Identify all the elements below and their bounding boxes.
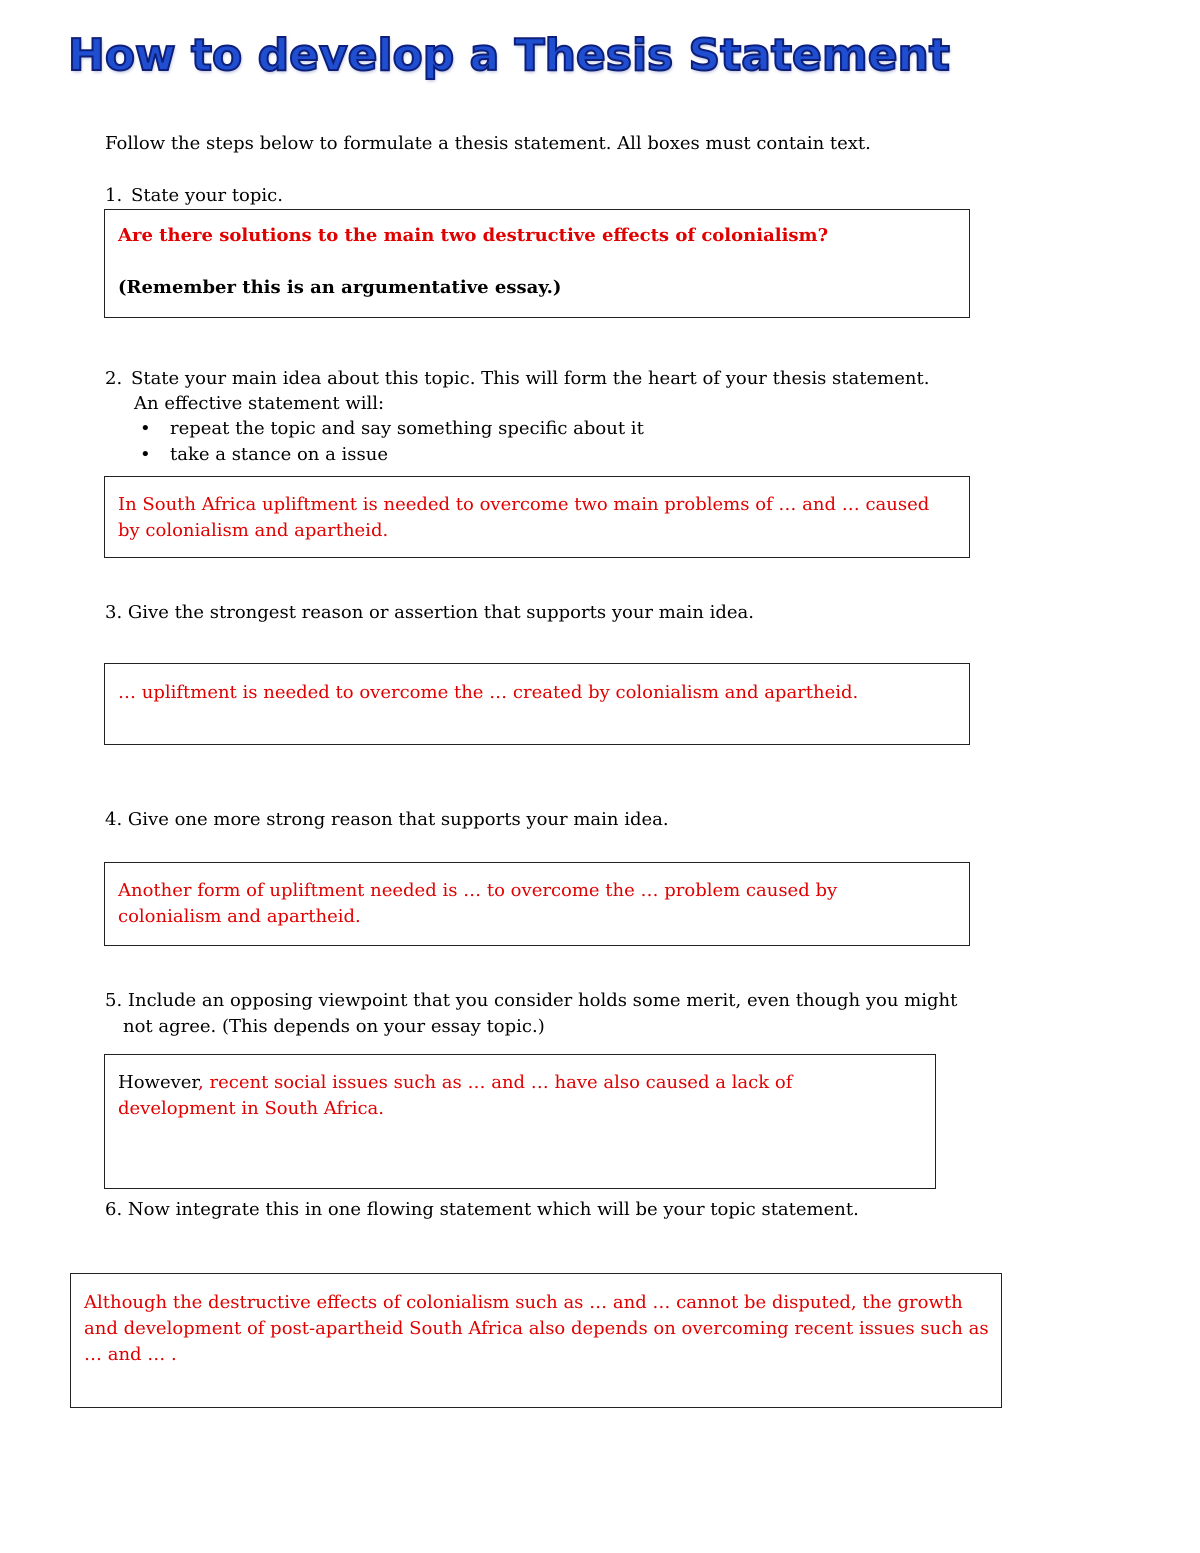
however-word: However	[118, 1072, 199, 1093]
page-title: How to develop a Thesis Statement	[68, 30, 950, 81]
step-1-number: 1.	[105, 185, 123, 206]
step-5-prompt-line-1: 5. Include an opposing viewpoint that you consider holds some merit, even though you might	[105, 990, 958, 1011]
step-2-label: State your main idea about this topic. This will form the heart of your thesis statement.	[131, 368, 930, 389]
topic-answer: Are there solutions to the main two destructive effects of colonialism?	[118, 225, 829, 246]
second-reason-answer: Another form of upliftment needed is … to overcome the … problem caused by colonialism and apartheid.	[118, 880, 838, 927]
list-item	[140, 416, 644, 442]
step-1-label: State your topic.	[131, 185, 283, 206]
topic-box[interactable]	[104, 209, 970, 318]
step-2-bullet-list	[140, 416, 644, 468]
list-item	[140, 442, 644, 468]
main-idea-box[interactable]	[104, 476, 970, 558]
bullet-text: repeat the topic and say something specific about it	[170, 418, 644, 439]
opposing-viewpoint-text: , recent social issues such as … and … have also caused a lack of development in South Africa.	[118, 1072, 793, 1119]
bullet-text: take a stance on a issue	[170, 444, 389, 465]
strongest-reason-box[interactable]	[104, 663, 970, 745]
step-5-prompt-line-2: not agree. (This depends on your essay topic.)	[123, 1016, 545, 1037]
bullet-icon: •	[140, 444, 151, 465]
opposing-viewpoint-box[interactable]	[104, 1054, 936, 1189]
main-idea-answer: In South Africa upliftment is needed to overcome two main problems of … and … caused by colonialism and apartheid.	[118, 494, 930, 541]
step-2-subline: An effective statement will:	[134, 393, 385, 414]
step-2-number: 2.	[105, 368, 123, 389]
bullet-icon: •	[140, 418, 151, 439]
strongest-reason-answer: … upliftment is needed to overcome the … created by colonialism and apartheid.	[118, 682, 859, 703]
topic-note: (Remember this is an argumentative essay.)	[118, 277, 562, 298]
opposing-viewpoint-answer	[118, 1070, 838, 1122]
second-reason-box[interactable]	[104, 862, 970, 946]
instructions: Follow the steps below to formulate a thesis statement. All boxes must contain text.	[105, 133, 871, 154]
step-3-prompt: 3. Give the strongest reason or assertion that supports your main idea.	[105, 602, 754, 623]
step-2-prompt	[105, 366, 929, 391]
step-4-prompt: 4. Give one more strong reason that supports your main idea.	[105, 809, 669, 830]
thesis-statement-box[interactable]	[70, 1273, 1002, 1408]
thesis-statement-answer: Although the destructive effects of colonialism such as … and … cannot be disputed, the growth and development of post-apartheid South Africa also depends on overcoming recent issues such as … and … .	[84, 1292, 989, 1365]
step-1-prompt	[105, 183, 283, 208]
step-6-prompt: 6. Now integrate this in one flowing statement which will be your topic statement.	[105, 1199, 859, 1220]
